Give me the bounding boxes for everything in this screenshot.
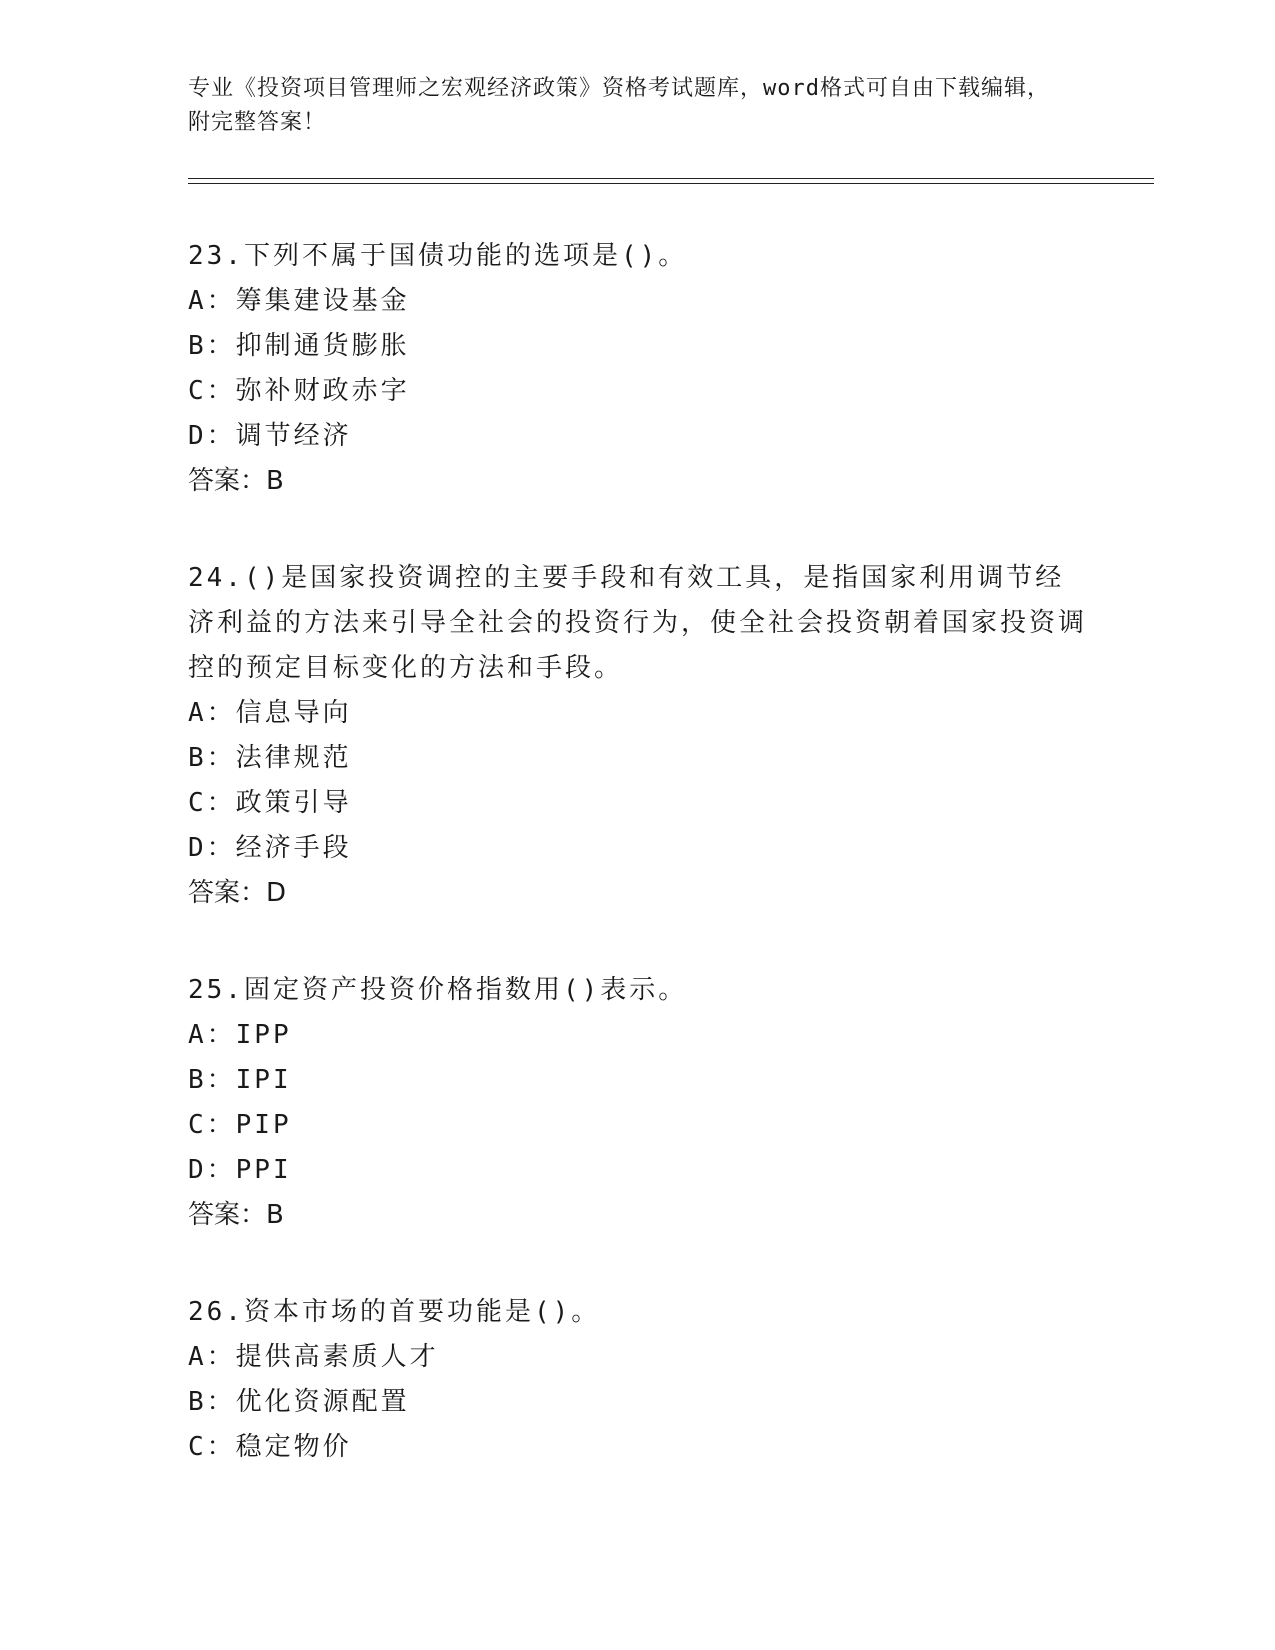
question-stem: 25.固定资产投资价格指数用()表示。 xyxy=(188,975,688,1005)
option-c: C：PIP xyxy=(188,1110,292,1140)
question-26 xyxy=(188,1290,1088,1470)
header-divider-top xyxy=(188,178,1154,179)
question-stem: 26.资本市场的首要功能是()。 xyxy=(188,1297,601,1327)
question-25 xyxy=(188,968,1088,1238)
option-b: B：抑制通货膨胀 xyxy=(188,331,410,361)
answer: 答案：D xyxy=(188,878,287,908)
answer: 答案：B xyxy=(188,466,284,496)
option-c: C：稳定物价 xyxy=(188,1432,352,1462)
question-24 xyxy=(188,556,1088,916)
document-header: 专业《投资项目管理师之宏观经济政策》资格考试题库，word格式可自由下载编辑，附完整答案！ xyxy=(188,76,1050,135)
option-b: B：优化资源配置 xyxy=(188,1387,410,1417)
answer: 答案：B xyxy=(188,1200,284,1230)
option-d: D：PPI xyxy=(188,1155,292,1185)
option-c: C：政策引导 xyxy=(188,788,352,818)
option-d: D：调节经济 xyxy=(188,421,352,451)
option-a: A：筹集建设基金 xyxy=(188,286,410,316)
question-23 xyxy=(188,234,1088,504)
option-a: A：IPP xyxy=(188,1020,292,1050)
question-stem: 24.()是国家投资调控的主要手段和有效工具，是指国家利用调节经济利益的方法来引导全社会的投资行为，使全社会投资朝着国家投资调控的预定目标变化的方法和手段。 xyxy=(188,563,1088,683)
question-stem: 23.下列不属于国债功能的选项是()。 xyxy=(188,241,688,271)
option-b: B：IPI xyxy=(188,1065,292,1095)
header-divider-bottom xyxy=(188,183,1154,184)
option-a: A：提供高素质人才 xyxy=(188,1342,439,1372)
option-c: C：弥补财政赤字 xyxy=(188,376,410,406)
option-d: D：经济手段 xyxy=(188,833,352,863)
option-a: A：信息导向 xyxy=(188,698,352,728)
option-b: B：法律规范 xyxy=(188,743,352,773)
